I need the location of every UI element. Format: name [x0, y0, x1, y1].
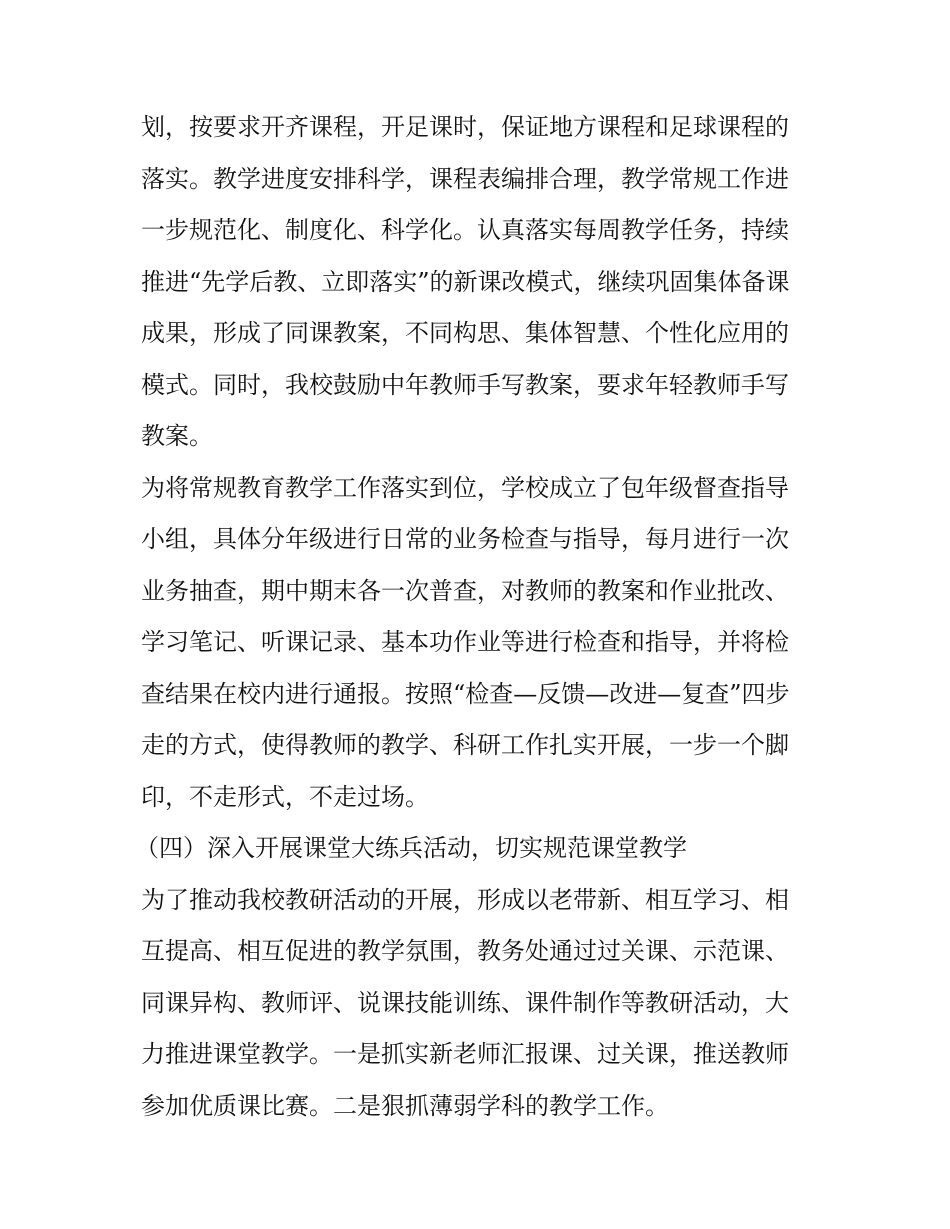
text-line: 业务抽查，期中期末各一次普查，对教师的教案和作业批改、 [141, 576, 789, 605]
text-line: 学习笔记、听课记录、基本功作业等进行检查和指导，并将检 [141, 628, 789, 656]
text-line: 小组，具体分年级进行日常的业务检查与指导，每月进行一次 [141, 525, 789, 553]
text-line: 印，不走形式，不走过场。 [141, 782, 429, 811]
text-line: 参加优质课比赛。二是狠抓薄弱学科的教学工作。 [141, 1091, 669, 1120]
text-line: 一步规范化、制度化、科学化。认真落实每周教学任务，持续 [141, 216, 789, 244]
section-heading: （四）深入开展课堂大练兵活动，切实规范课堂教学 [135, 834, 687, 862]
text-line: 推进“先学后教、立即落实”的新课改模式，继续巩固集体备课 [141, 267, 790, 296]
text-line: 力推进课堂教学。一是抓实新老师汇报课、过关课，推送教师 [141, 1040, 789, 1068]
document-body [135, 102, 813, 1132]
text-line: 成果，形成了同课教案，不同构思、集体智慧、个性化应用的 [141, 319, 789, 347]
text-line: 划，按要求开齐课程，开足课时，保证地方课程和足球课程的 [141, 113, 789, 141]
text-line: 互提高、相互促进的教学氛围，教务处通过过关课、示范课、 [141, 937, 789, 965]
text-line: 同课异构、教师评、说课技能训练、课件制作等教研活动，大 [141, 988, 789, 1017]
text-line: 落实。教学进度安排科学，课程表编排合理，教学常规工作进 [141, 164, 789, 193]
paragraph-teaching-research [141, 875, 813, 1133]
text-line: 教案。 [141, 422, 213, 450]
paragraph-routine-inspection [141, 463, 813, 824]
paragraph-course-implementation [141, 102, 813, 463]
text-line: 为将常规教育教学工作落实到位，学校成立了包年级督查指导 [141, 473, 789, 502]
text-line: 模式。同时，我校鼓励中年教师手写教案，要求年轻教师手写 [141, 370, 789, 399]
text-line: 查结果在校内进行通报。按照“检查—反馈—改进—复查”四步 [141, 679, 790, 708]
text-line: 走的方式，使得教师的教学、科研工作扎实开展，一步一个脚 [141, 731, 789, 759]
text-line: 为了推动我校教研活动的开展，形成以老带新、相互学习、相 [141, 885, 789, 914]
